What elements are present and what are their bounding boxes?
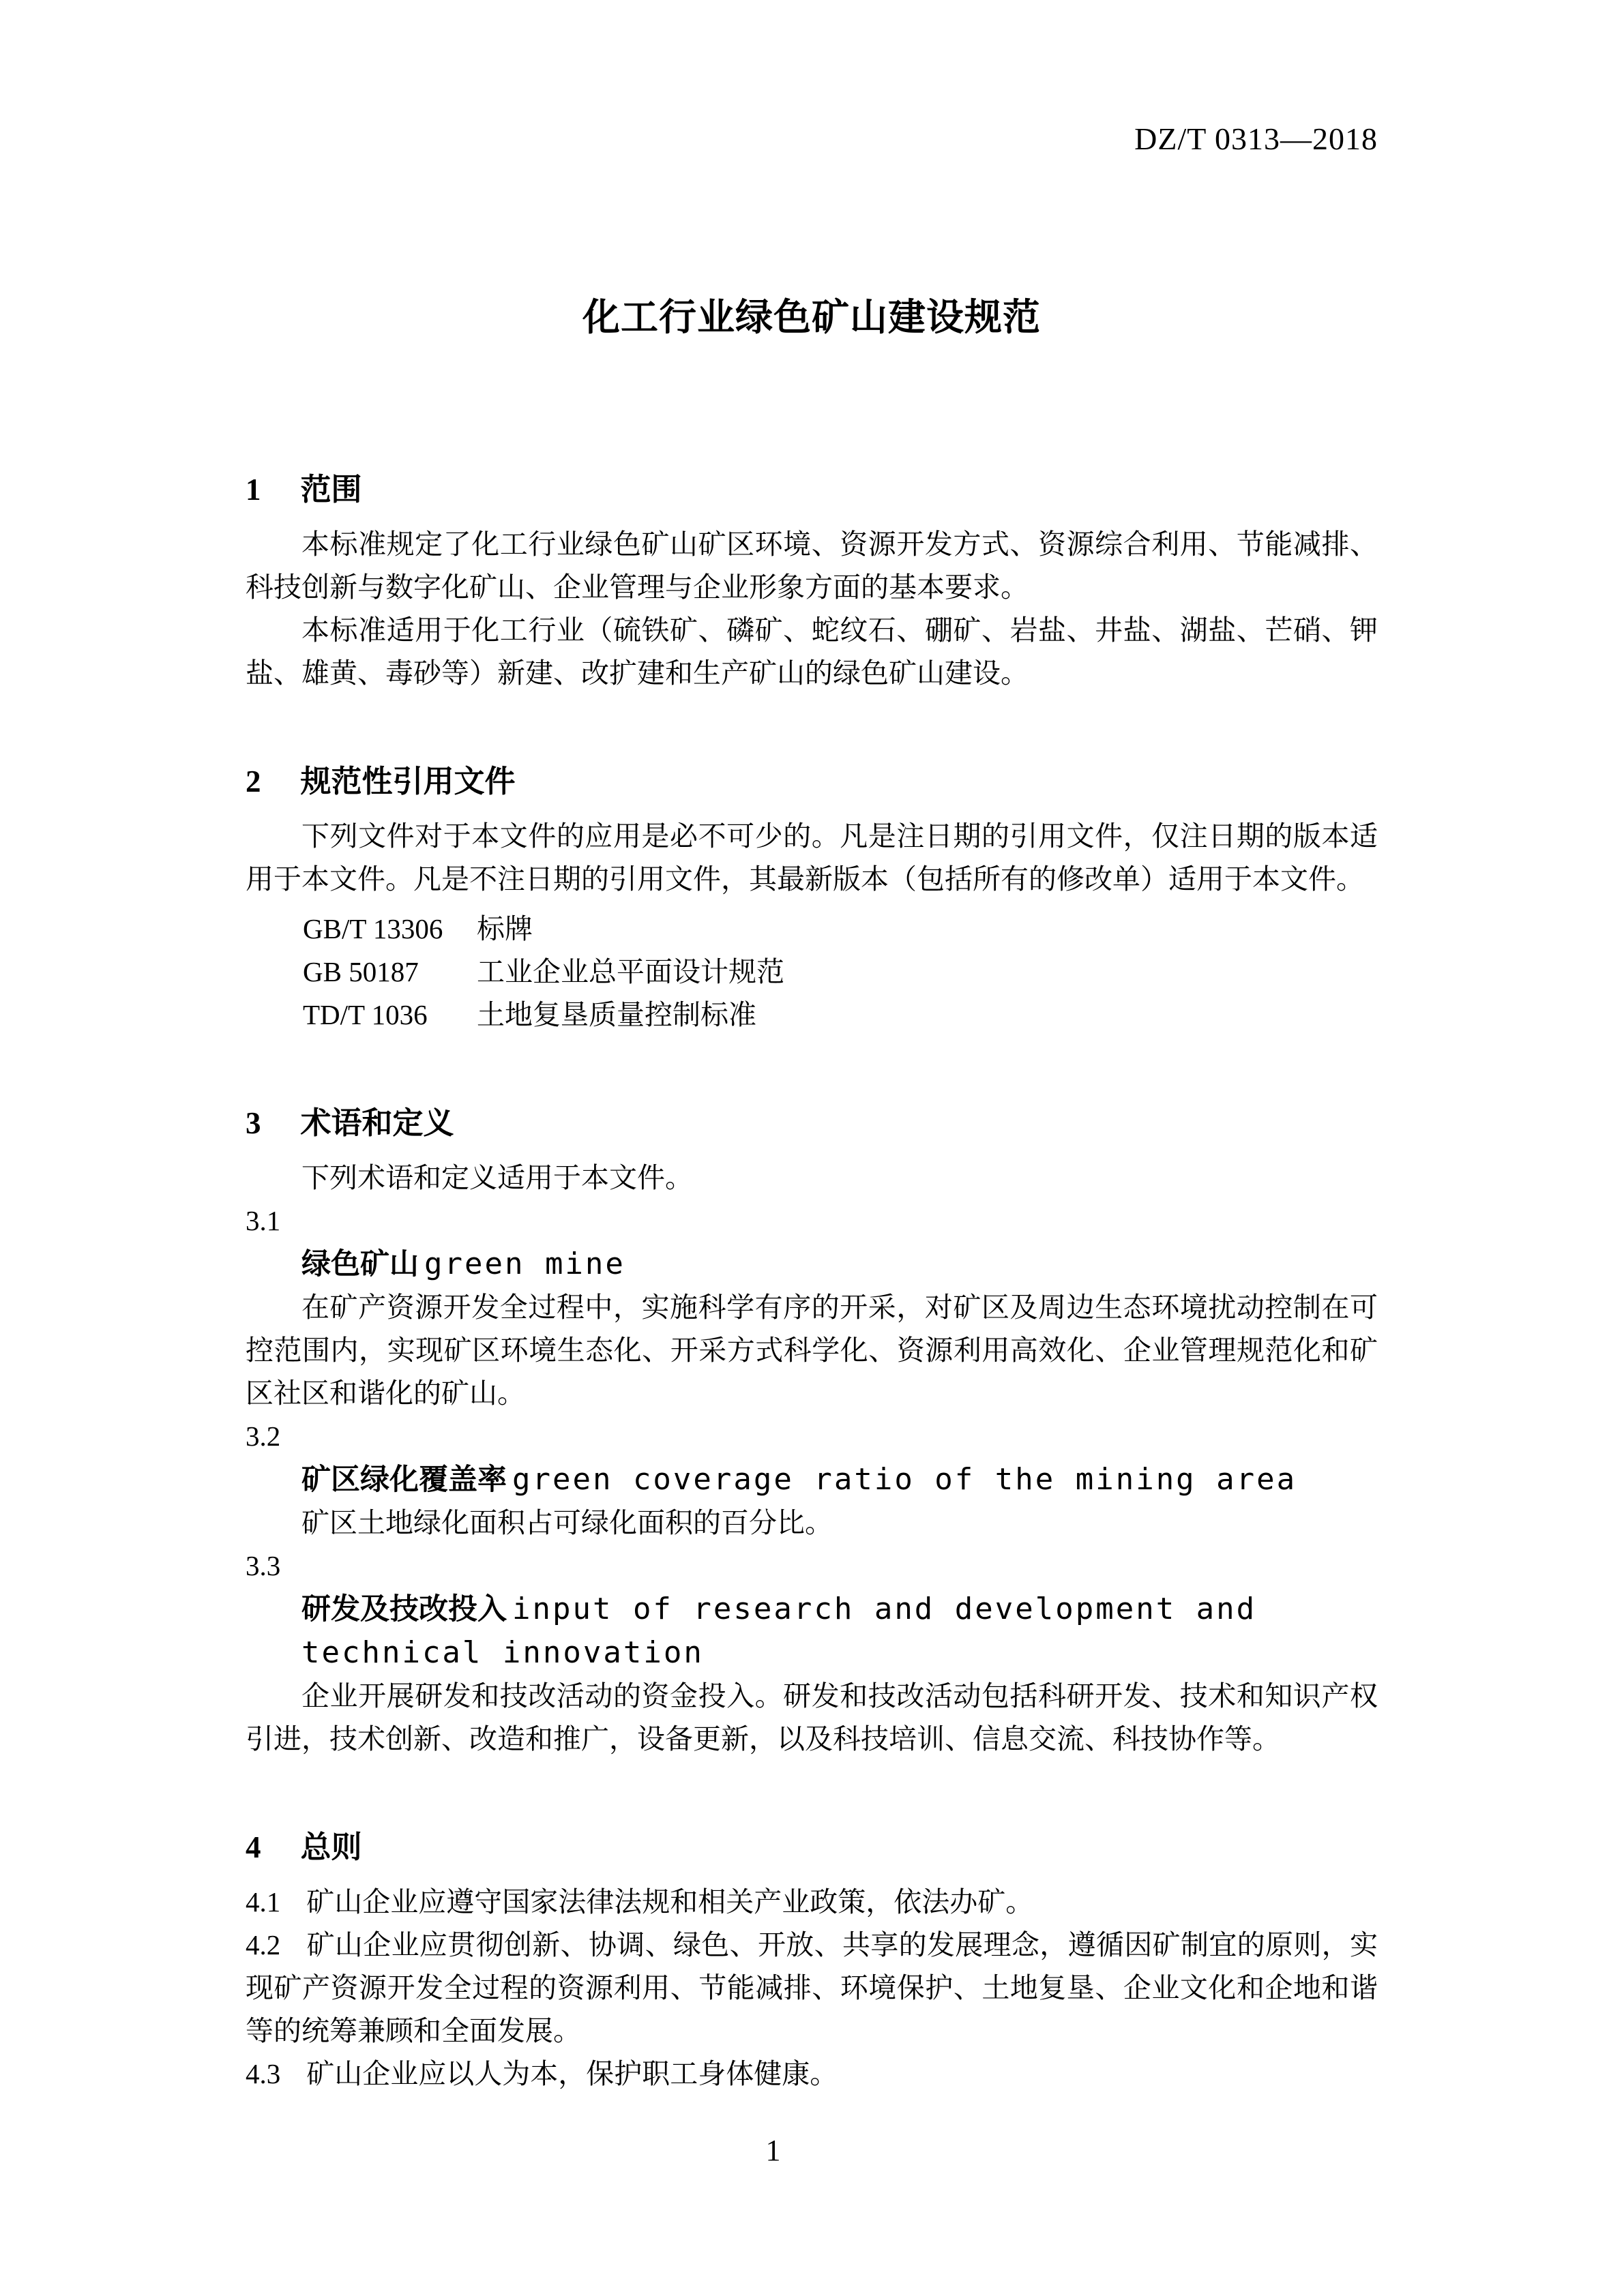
term-definition: 企业开展研发和技改活动的资金投入。研发和技改活动包括科研开发、技术和知识产权引进，技术创新、改造和推广，设备更新，以及科技培训、信息交流、科技协作等。 bbox=[246, 1680, 1378, 1755]
section-4-number: 4 bbox=[246, 1830, 261, 1864]
page-number: 1 bbox=[765, 2134, 781, 2167]
section-2-title: 规范性引用文件 bbox=[300, 764, 516, 799]
clause bbox=[246, 2053, 1378, 2096]
term-name-zh: 绿色矿山 bbox=[301, 1248, 419, 1281]
section-3-heading bbox=[246, 1103, 1378, 1143]
term-name-en: green coverage ratio of the mining area bbox=[512, 1462, 1297, 1497]
clause bbox=[246, 1924, 1378, 2053]
term-name-en: green mine bbox=[424, 1247, 625, 1281]
clause-text: 矿山企业应贯彻创新、协调、绿色、开放、共享的发展理念，遵循因矿制宜的原则，实现矿产资源开发全过程的资源利用、节能减排、环境保护、土地复垦、企业文化和企地和谐等的统筹兼顾和全面发展。 bbox=[246, 1929, 1378, 2046]
term-name-en: input of research and development and technical innovation bbox=[301, 1592, 1257, 1670]
reference-title: 工业企业总平面设计规范 bbox=[477, 956, 784, 987]
section-4-title: 总则 bbox=[300, 1830, 362, 1864]
term-name-zh: 研发及技改投入 bbox=[301, 1593, 507, 1626]
section-3-title: 术语和定义 bbox=[300, 1105, 454, 1140]
clause-number: 4.2 bbox=[246, 1929, 281, 1960]
section-3-number: 3 bbox=[246, 1106, 261, 1140]
scope-paragraph-2: 本标准适用于化工行业（硫铁矿、磷矿、蛇纹石、硼矿、岩盐、井盐、湖盐、芒硝、钾盐、雄黄、毒砂等）新建、改扩建和生产矿山的绿色矿山建设。 bbox=[246, 614, 1378, 689]
reference-title: 土地复垦质量控制标准 bbox=[477, 999, 756, 1030]
reference-item bbox=[246, 908, 1378, 951]
normative-refs-intro: 下列文件对于本文件的应用是必不可少的。凡是注日期的引用文件，仅注日期的版本适用于本文件。凡是不注日期的引用文件，其最新版本（包括所有的修改单）适用于本文件。 bbox=[246, 820, 1378, 895]
term-line bbox=[246, 1458, 1378, 1502]
term-line bbox=[246, 1242, 1378, 1286]
section-4-heading bbox=[246, 1828, 1378, 1867]
section-2-number: 2 bbox=[246, 764, 261, 799]
reference-code: GB 50187 bbox=[303, 956, 419, 987]
term-name-zh: 矿区绿化覆盖率 bbox=[301, 1463, 507, 1496]
section-2-heading bbox=[246, 762, 1378, 801]
reference-item bbox=[246, 994, 1378, 1037]
terms-intro: 下列术语和定义适用于本文件。 bbox=[301, 1162, 693, 1193]
reference-code: GB/T 13306 bbox=[303, 913, 443, 944]
clause-number: 4.3 bbox=[246, 2058, 281, 2089]
clause-text: 矿山企业应以人为本，保护职工身体健康。 bbox=[306, 2058, 838, 2089]
term-number: 3.1 bbox=[246, 1205, 281, 1236]
term-definition: 在矿产资源开发全过程中，实施科学有序的开采，对矿区及周边生态环境扰动控制在可控范围内，实现矿区环境生态化、开采方式科学化、资源利用高效化、企业管理规范化和矿区社区和谐化的矿山。 bbox=[246, 1292, 1378, 1409]
document-title: 化工行业绿色矿山建设规范 bbox=[582, 296, 1041, 338]
reference-code: TD/T 1036 bbox=[303, 999, 428, 1030]
clause-number: 4.1 bbox=[246, 1886, 281, 1918]
standard-code: DZ/T 0313—2018 bbox=[1134, 121, 1378, 156]
clause bbox=[246, 1881, 1378, 1924]
clause-text: 矿山企业应遵守国家法律法规和相关产业政策，依法办矿。 bbox=[306, 1886, 1034, 1918]
scope-paragraph-1: 本标准规定了化工行业绿色矿山矿区环境、资源开发方式、资源综合利用、节能减排、科技创新与数字化矿山、企业管理与企业形象方面的基本要求。 bbox=[246, 528, 1378, 603]
term-number: 3.3 bbox=[246, 1550, 281, 1581]
reference-title: 标牌 bbox=[477, 913, 533, 944]
term-line bbox=[246, 1587, 1378, 1675]
section-1-heading bbox=[246, 470, 1378, 509]
term-definition: 矿区土地绿化面积占可绿化面积的百分比。 bbox=[301, 1507, 833, 1538]
term-number: 3.2 bbox=[246, 1420, 281, 1452]
section-1-title: 范围 bbox=[300, 472, 362, 507]
section-1-number: 1 bbox=[246, 473, 261, 507]
reference-list bbox=[246, 908, 1378, 1037]
reference-item bbox=[246, 951, 1378, 994]
